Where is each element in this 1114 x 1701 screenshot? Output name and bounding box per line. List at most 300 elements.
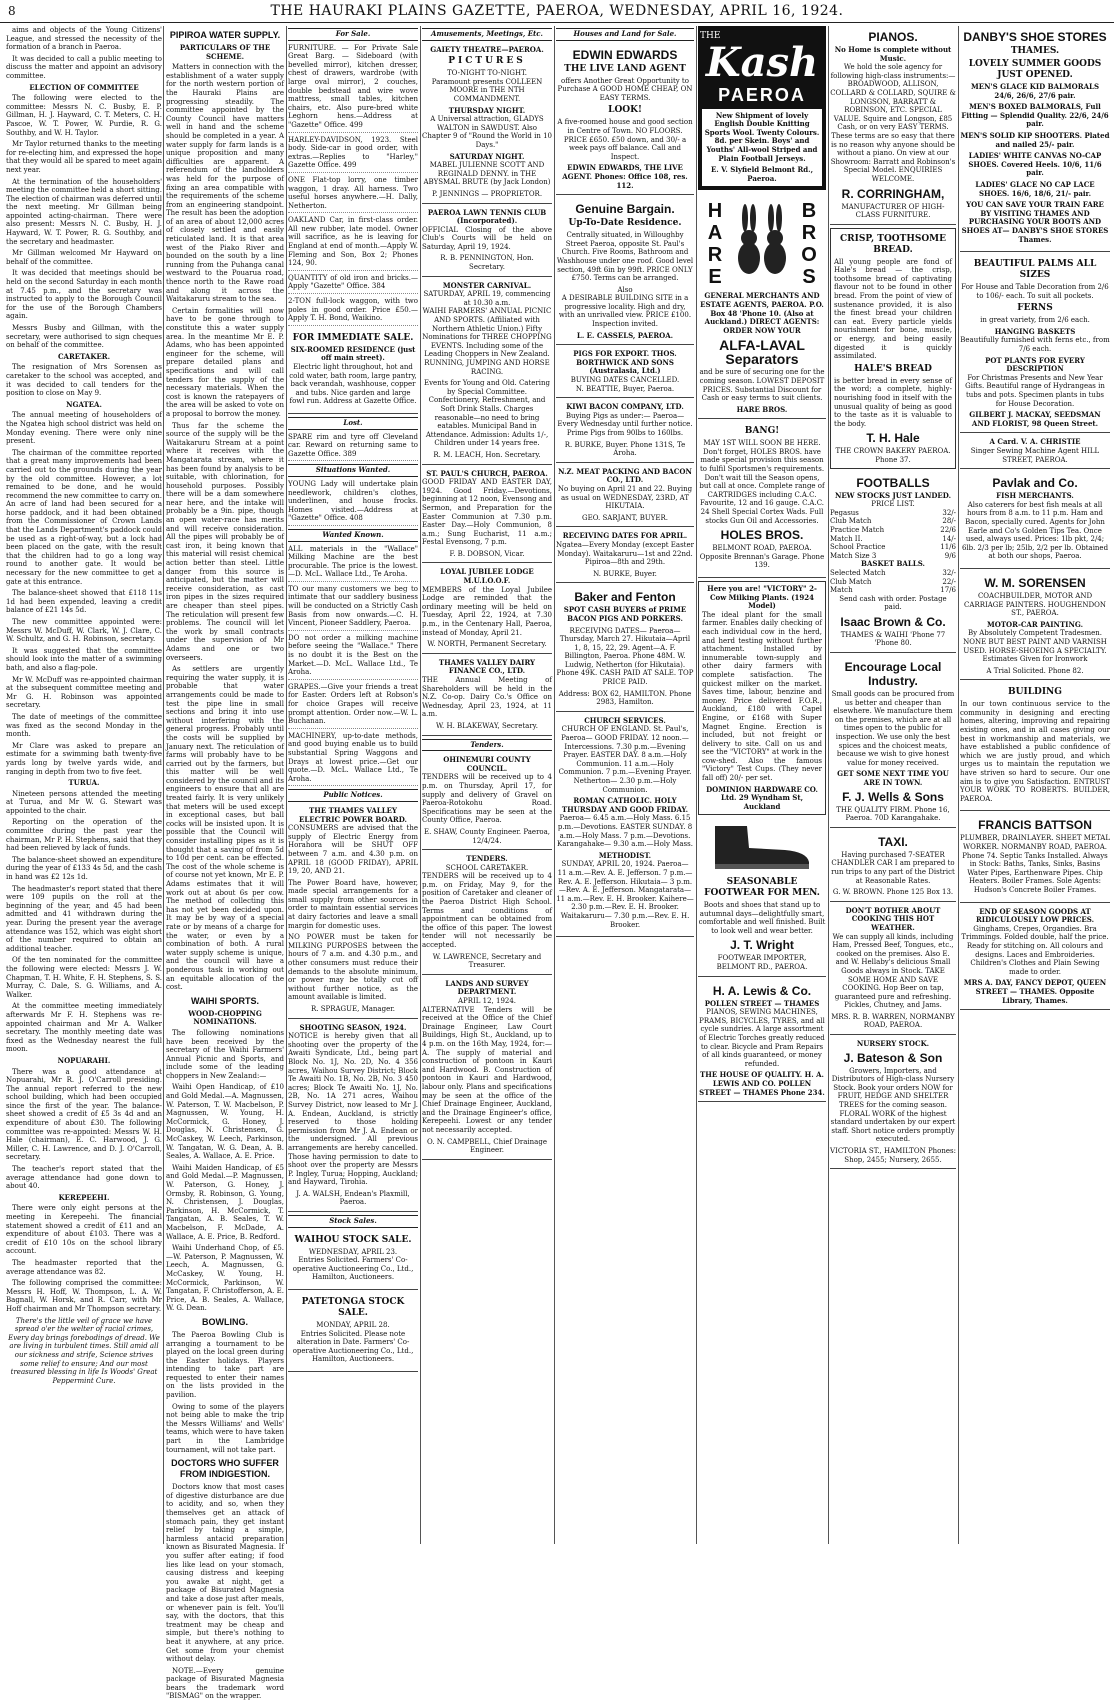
section-header: Wanted Known.: [288, 529, 418, 542]
ad-heading: ROMAN CATHOLIC. HOLY THURSDAY AND GOOD FRIDAY.: [561, 796, 689, 814]
ad-heading: Isaac Brown & Co.: [840, 614, 946, 629]
ad-subheading: SIX-ROOMED RESIDENCE (just off main street).: [290, 344, 416, 363]
ad-signature: THE HOUSE OF QUALITY. H. A. LEWIS AND CO. POLLEN STREET — THAMES Phone 234.: [699, 1070, 825, 1097]
ad-body: GENERAL MERCHANTS AND ESTATE AGENTS, PAEROA. P.O. Box 48 'Phone 10. (Also at Auckland.) DIRECT AGENTS: ORDER NOW YOUR: [700, 291, 824, 335]
ad-signature: E. SHAW, County Engineer. Paeroa, 12/4/24.: [423, 827, 551, 845]
ad-signature: W. NORTH, Permanent Secretary.: [427, 640, 547, 649]
lewis-co-ad: [698, 980, 826, 1103]
column-local-business: [830, 26, 956, 1544]
ad-line: THURSDAY NIGHT.: [448, 105, 526, 115]
immediate-sale-ad: [288, 329, 418, 414]
ad-heading: A Card. V. A. CHRISTIE: [989, 437, 1081, 447]
subheading: PARTICULARS OF THE SCHEME.: [179, 43, 271, 61]
ad-heading: PATETONGA STOCK SALE.: [301, 1297, 405, 1319]
ad-heading: PIGS FOR EXPORT. THOS. BORTHWICK AND SONS (Australasia, Ltd.): [573, 349, 677, 376]
notice-body: CONSUMERS are advised that the supply of Electric Energy from Horahora will be SHUT OFF between 7 a.m. and 4.30 p.m. on APRIL 18 (GOOD FRIDAY), APRIL 19, 20, AND 21.: [288, 824, 418, 876]
article-paragraph: The headmaster's report stated that there were 109 pupils on the roll at the beginning of the year, and 45 had been admitted and 41 withdrawn during the year. During the present year the average attendance was 152, which was eight short of the number required to obtain an additional teacher.: [6, 884, 162, 953]
tender-notice: [422, 978, 552, 1160]
ad-signature: VICTORIA ST., HAMILTON Phones: Shop, 2455; Nursery, 2655.: [830, 1147, 956, 1164]
local-industry-ad: [830, 656, 956, 828]
peppermint-verse: There's the little veil of grace we have spread o'er the welter of racial crimes, Every day brings forebodings of dread. We are living in turbulent times. Still amid all our sickness and strife, Science strives some relief to ensure; And our most treasured blessing in life Is Woods' Great Peppermint Cure.: [8, 1316, 160, 1385]
ad-body: No buying on April 21 and 22. Buying as usual on WEDNESDAY, 23RD, AT HIKUTAIA.: [557, 484, 693, 511]
section-header: Public Notices.: [288, 789, 418, 802]
ad-body: THAMES & WAIHI 'Phone 77 'Phone 80.: [840, 630, 946, 648]
price-item: Match Size 3: [830, 551, 877, 560]
shooting-notice: [288, 1022, 418, 1212]
holes-bros-ad: [698, 422, 826, 578]
ad-signature: F. B. DOBSON, Vicar.: [449, 549, 525, 558]
ad-body: All young people are fond of Hale's bread — the crisp, toothsome bread of captivating flavour not to be found in other bread. From the point of view of sustenance provided, it is also the finest bread your children can eat. Every particle yields nourishment for bone, muscle, or energy, and being easily digested it is quickly assimilated.: [834, 257, 952, 361]
ad-body: For House and Table Decoration from 2/6 to 106/- each. To suit all pockets.: [961, 283, 1109, 300]
column-amusements-tenders: [422, 26, 552, 1544]
ad-line: SATURDAY NIGHT.: [449, 151, 525, 161]
bros-word: BROS: [798, 200, 820, 289]
column-news: [166, 26, 284, 1701]
church-services: [556, 715, 694, 937]
ad-heading: EDWIN EDWARDS: [572, 47, 678, 62]
fancy-depot-ad: [960, 906, 1110, 1011]
notice-body: NO POWER must be taken for MILKING PURPOSES between the hours of 7 a.m. and 4.30 p.m., and other consumers must reduce their demands to the absolute minimum, or power may be totally cut off without further notice, as the amount available is limited.: [288, 933, 418, 1002]
ad-body: offers Another Great Opportunity to Purchase A GOOD HOME CHEAP, ON EASY TERMS.: [557, 76, 693, 102]
price-item: Club Match: [830, 517, 872, 526]
ad-signature: W. H. BLAKEWAY, Secretary.: [436, 721, 538, 730]
article-paragraph: Owing to some of the players not being able to make the trip the Messrs Williams' and Wells' teams, which were to have taken part in the Lambridge tournament, will not take part.: [166, 1402, 284, 1454]
football-price-list: [830, 509, 956, 561]
ad-heading: END OF SEASON GOODS AT RIDICULOUSLY LOW PRICES.: [975, 906, 1095, 925]
subheading: CARETAKER.: [57, 351, 111, 361]
price-value: 28/-: [942, 517, 956, 526]
ad-body: Having purchased 7-SEATER CHANDLER CAR I am prepared to run trips to any part of the District at Reasonable Rates.: [831, 850, 955, 885]
article-paragraph: Waihi Underhand Chop, of £5.—W. Paterson, P. Magnussen, W. Leech, A. Magnussen, G. McCaskey, W. Young, H. McCormick, Parkinson, W. Tangatan, F. Christofferson, A. E. Price, A. B. Seales, A. Wallace, W. G. Dean.: [166, 1244, 284, 1313]
article-paragraph: NOTE.—Every genuine package of Bisurated Magnesia bears the trademark word "BISMAG" on the wrapper.: [166, 1666, 284, 1701]
article-paragraph: The teacher's report stated that the average attendance had gone down to about 40.: [6, 1165, 162, 1191]
subheading: ELECTION OF COMMITTEE: [29, 82, 139, 92]
ad-body: PIANOS, SEWING MACHINES, PRAMS, BICYCLES, TYRES, and all cycle sundries. A large assortment of Electric Torches greatly reduced to clear. Bicycle and Pram Repairs of all kinds guaranteed, or money refunded.: [699, 1008, 825, 1068]
kash-ad: [698, 26, 826, 190]
ad-body: Buying Pigs as under:— Paeroa—Every Wednesday until further notice. Prime Pigs from 90lbs to 160lbs.: [557, 411, 693, 437]
ad-date: MONDAY, APRIL 28.: [316, 1321, 390, 1330]
ad-heading: HANGING BASKETS: [994, 326, 1076, 336]
article-paragraph: There were only eight persons at the meeting in Kerepeehi. The financial statement showed a credit of £11 and an expenditure of about £103. There was a credit of £10 10s on the school library account.: [6, 1204, 162, 1256]
column-rule: [828, 26, 829, 1544]
price-value: 14/-: [942, 534, 956, 543]
lodge-notice: [422, 566, 552, 653]
notice-signature: R. SPRAGUE, Manager.: [310, 1005, 396, 1013]
article-paragraph: Doctors know that most cases of digestive disturbance are due to acidity, and so, when they themselves get an attack of stomach pain, they get instant relief by taking a simple, harmless antacid preparation known as Bisurated Magnesia. If you suffer after eating; if food lies like lead on your stomach, causing distress and keeping you awake at night, get a package of Bisurated Magnesia and take a dose just after meals, or whenever pain is felt. You'll say, with the doctors, that this treatment may be cheap and simple, but there's nothing to beat it anywhere, at any price. Get some from your chemist without delay.: [166, 1483, 284, 1664]
classified-ad: MACHINERY, up-to-date methods, and good buying enable us to build substantial Spring Waggons and Drays at lowest price.—Get our quote.—D. McL. Wallace Ltd., Te Aroha.: [288, 732, 418, 787]
ad-date: WEDNESDAY, APRIL 23.: [308, 1247, 398, 1256]
article-paragraph: Reporting on the operation of the committee during the past year the chairman, Mr P. H. Stephens, said that they had been relieved by lack of funds.: [6, 818, 162, 853]
price-value: 11/6: [940, 543, 956, 552]
ad-body: Centrally situated, in Willoughby Street Paeroa, opposite St. Paul's Church. Five Rooms, Bathroom and Washhouse under one roof. Good level section, 49ft 6in by 99ft. PRICE ONLY £750. Terms can be arranged.: [556, 231, 694, 283]
tender-notice: [422, 754, 552, 850]
victory-milking-ad: [698, 581, 826, 815]
article-paragraph: The resignation of Mrs Sorensen as caretaker to the school was accepted, and it was decided to call tenders for the position to close on May 9.: [6, 363, 162, 398]
ad-body: MANUFACTURER OF HIGH-CLASS FURNITURE.: [841, 202, 945, 220]
kash-body-box: [702, 109, 822, 187]
ad-heading: DON'T BOTHER ABOUT COOKING THIS HOT WEATHER.: [845, 905, 941, 932]
pavlak-ad: [960, 472, 1110, 569]
article-paragraph: Mr W. McDuff was re-appointed chairman at the subsequent committee meeting and Mr G. H. Robinson was appointed secretary.: [6, 675, 162, 710]
kash-logo: Kash: [705, 38, 819, 86]
ad-signature: Address: BOX 62, HAMILTON. Phone 2983, Hamilton.: [558, 689, 692, 707]
article-paragraph: Messrs Busby and Gillman, with the secretary, were authorised to sign cheques on behalf of the committee.: [6, 324, 162, 350]
article-paragraph: Mr Taylor returned thanks to the meeting for re-electing him, and expressed the hope that they would all be spared to meet again next year.: [6, 140, 162, 174]
ad-body: is better bread in every sense of the word; a complete, highly-nourishing food in itself with the unusual quality of being as good to the taste as it is valuable to the body.: [834, 376, 952, 428]
article-paragraph: The chairman of the committee reported that a great many improvements had been carried out to the grounds during the year by the old committee. However, a lot remained to be done, and he would recommend the new committee to carry on. An acre of land had been secured for a horse paddock, and it had been obtained from the Commissioner of Crown Lands that the Lands Department's paddock could be used as a right-of-way, but a lock had been placed on the gate, with the result that the children had to go a long way round to another gate. It would be necessary for the new committee to get a gate at this entrance.: [6, 448, 162, 586]
ad-item: LADIES' GLACE NO CAP LACE SHOES. 16/6, 18/6, 21/- pair.: [975, 179, 1095, 198]
ad-heading: FOR IMMEDIATE SALE.: [292, 332, 414, 343]
article-paragraph: It was decided that meetings should be held on the second Saturday in each month at 7.45 p.m., and the secretary was instructed to apply to the Borough Council for the use of the Borough Chambers again.: [6, 269, 162, 321]
subheading: KEREPEEHI.: [58, 1192, 110, 1202]
ad-signature: N. BURKE, Buyer.: [593, 569, 657, 578]
column-rule: [696, 26, 697, 1544]
article-paragraph: Nineteen persons attended the meeting at Turua, and Mr W. G. Stewart was appointed to the chair.: [6, 789, 162, 815]
ad-body: COACHBUILDER, MOTOR AND CARRIAGE PAINTERS. HOUGHENDON ST., PAEROA.: [964, 591, 1106, 618]
ad-signature: R. BURKE, Buyer. Phone 131S, Te Aroha.: [564, 440, 686, 458]
article-paragraph: The new committee appointed were: Messrs W. McDuff, W. Clark, W. J. Clare, C. W. Schultz, and G. H. Robinson, secretary.: [6, 618, 162, 644]
ad-body: Ginghams, Crepes, Organdies. Bra Trimmings. Folded double, half the price. Ready for stitching on. All colours and designs. Laces and Embroideries. Children's Clothes and Plain Sewing made to order.: [961, 924, 1109, 976]
price-value: 9/6: [944, 551, 956, 560]
article-paragraph: aims and objects of the Young Citizens' League, and stressed the necessity of the formation of a branch in Paeroa.: [6, 26, 162, 52]
ad-heading: HOLES BROS.: [720, 528, 804, 543]
newspaper-title: THE HAURAKI PLAINS GAZETTE, PAEROA, WEDNESDAY, APRIL 16, 1924.: [270, 3, 844, 19]
ad-item: MEN'S BOXED BALMORALS, Full Fitting — Splendid Quality. 22/6, 24/6 pair.: [961, 102, 1109, 129]
classified-ad: DO not order a milking machine before seeing the "Wallace." There is no doubt it is the Best on the Market.—D. McL. Wallace Ltd., Te Aroha.: [288, 634, 418, 680]
ad-heading: MOTOR-CAR PAINTING.: [986, 619, 1084, 629]
column-rule: [958, 26, 959, 1544]
notice-signature: J. A. WALSH, Endean's Plaxmill, Paeroa.: [296, 1189, 410, 1207]
ad-signature: MRS. R. B. WARREN, NORMANBY ROAD, PAEROA.: [831, 1012, 955, 1030]
ad-line: Also: [617, 285, 633, 294]
ad-heading: H. A. Lewis & Co.: [712, 983, 812, 998]
notice-heading: THE THAMES VALLEY ELECTRIC POWER BOARD.: [299, 805, 407, 824]
ad-subheading: FISH MERCHANTS.: [996, 491, 1074, 501]
article-paragraph: Waihi Open Handicap, of £10 and Gold Medal.—A. Magnussen, W. Paterson, T. W. Macbelson, P. Magnussen, W. Young, H. McCormick, G. Honey, J. Douglas, N. Christensen, G. McCaskey, W. Leech, Parkinson, W. Tangatan, W. G. Dean, A. B. Seales, A. Wallace, A. E. Price.: [166, 1083, 284, 1161]
article-paragraph: The headmaster reported that the average attendance was 82.: [6, 1258, 162, 1276]
price-row: [830, 578, 956, 587]
section-header: Amusements, Meetings, Etc.: [422, 28, 552, 41]
ad-heading: TAXI.: [878, 834, 908, 849]
article-paragraph: There was a good attendance at Nopuarahi, Mr R. J. O'Carroll presiding. The annual report referred to the new school building, which had been occupied since the first of the year. The balance-sheet showed a credit of £5 3s 4d and an expenditure of about £30. The following committee was re-appointed: Messrs W. H. Hale (chairman), E. C. Harwood, J. G. Miller, C. H. Lawrence, and D. J. O'Carroll, secretary.: [6, 1067, 162, 1162]
ad-subheading: No Home is complete without Music.: [834, 45, 952, 63]
section-header: Houses and Land for Sale.: [556, 28, 694, 41]
price-value: 22/-: [942, 577, 956, 586]
ad-signature: A Trial Solicited. Phone 82.: [986, 666, 1084, 675]
ad-body: Small goods can be procured from us better and cheaper than elsewhere. We manufacture them on the premises, which are at all times open to the public for inspection. We use only the best spices and the choicest meats, because we wish to give honest value for money received.: [831, 690, 955, 767]
ad-heading: BEAUTIFUL PALMS ALL SIZES: [973, 259, 1097, 281]
ad-body: We hold the sole agency for following high-class instruments:—BROADWOOD, ALLISON, COLLARD & COLLARD, SQUIRE & LONGSON, BARRATT & ROBINSON, ETC. SPECIAL VALUE. Squire and Longson, £85 Cash, or on very EASY TERMS. These terms are so easy that there is no reason why anyone should be without a piano. On view at our Showroom: Barratt and Robinson's Special Model. ENQUIRIES WELCOME.: [830, 63, 956, 183]
ad-heading: CHURCH SERVICES.: [584, 715, 666, 725]
ad-heading: J. T. Wright: [730, 938, 794, 953]
article-paragraph: The following comprised the committee: Messrs H. Hoff, W. Thompson, L. A. W. Bagnall, W. Horsk, and R. Carr, with Mr Hoff chairman and Mr Thompson secretary.: [6, 1279, 162, 1313]
article-paragraph: The balance-sheet showed an expenditure during the year of £133 4s 5d, and the cash in hand was £2 12s 1d.: [6, 855, 162, 882]
ad-heading: KIWI BACON COMPANY, LTD.: [566, 402, 684, 412]
section-header: Tenders.: [422, 739, 552, 752]
article-paragraph: The date of meetings of the committee was fixed as the second Monday in the month.: [6, 712, 162, 739]
headline: WAIHI SPORTS.: [190, 995, 259, 1006]
article-paragraph: Thus far the scheme the source of the supply will be the Waitakaruru Stream at a point where it receives with the Mangatarata stream, where it has been found by analysis to be suitable, with chlorination, for household purposes. Possibly there will be a dam somewhere near here, and the intake will probably be a 9in. pipe, though an open water-race has merits and will receive consideration. All the pipes will probably be of cast iron, it being known that this material will resist chemical action better than steel. Little danger from this source is anticipated, but the matter will receive consideration, as cast iron pipes in the sizes required are cheaper than steel pipes. The reticulation will present few problems. The council will let the work by small contracts under the supervision of Mr Adams and one or two overseers.: [166, 421, 284, 662]
ad-heading: W. M. SORENSEN: [984, 575, 1086, 590]
ad-heading: RECEIVING DATES FOR APRIL.: [562, 531, 688, 541]
ad-heading: MONSTER CARNIVAL.: [442, 280, 532, 290]
column-rule: [163, 26, 164, 1544]
ad-heading: POT PLANTS FOR EVERY DESCRIPTION: [985, 355, 1085, 374]
hare-bros-ad: [698, 194, 826, 419]
ad-body: THE CROWN BAKERY PAEROA. Phone 37.: [835, 447, 951, 464]
column-rule: [420, 26, 421, 1544]
ad-heading: LOYAL JUBILEE LODGE M.U.I.O.O.F.: [440, 567, 534, 586]
building-ad: [960, 683, 1110, 811]
ad-signature: DOMINION HARDWARE CO. Ltd. 29 Wyndham St, Auckland: [706, 784, 818, 811]
ad-heading: F. J. Wells & Sons: [842, 789, 944, 804]
ad-heading: Baker and Fenton: [574, 590, 676, 605]
ad-body: Paramount presents COLLEEN MOORE in THE NTH COMMANDMENT.: [431, 77, 543, 103]
hare-bros-banner: [698, 196, 826, 292]
ad-signature: GEO. SARJANT, BUYER.: [582, 513, 668, 522]
page-number: 8: [8, 4, 16, 18]
price-item: Match II.: [830, 534, 863, 543]
ad-body: Entries Solicited. Farmers' Co-operative Auctioneering Co., Ltd., Hamilton, Auctioneers.: [292, 1256, 414, 1282]
baker-fenton-ad: [556, 586, 694, 712]
ad-heading: N.Z. MEAT PACKING AND BACON CO., LTD.: [558, 466, 692, 485]
classified-ad: GRAPES.—Give your friends a treat for Easter. Orders left at Robson's for choice Grapes will receive prompt attention. Order now.—W. L. Buchanan.: [288, 683, 418, 729]
ad-heading: ST. PAUL'S CHURCH, PAEROA.: [426, 468, 548, 478]
price-row: [830, 517, 956, 526]
tennis-club-ad: [422, 207, 552, 277]
ad-heading: Here you are! "VICTORY" 2-Cow Milking Plants. (1924 Model): [707, 584, 817, 611]
hales-bread-ad: [830, 228, 956, 469]
price-item: Pegasus: [830, 508, 859, 517]
ad-body: FOOTWEAR IMPORTER, BELMONT RD., PAEROA.: [716, 954, 808, 971]
ad-body: Growers, Importers, and Distributors of High-class Nursery Stock. Book your orders NOW for FRUIT, HEDGE AND SHELTER TREES for the coming season. FLORAL WORK of the highest standard undertaken by our expert staff. Short notice orders promptly executed.: [830, 1066, 956, 1144]
ad-heading: PAEROA LAWN TENNIS CLUB (Incorporated).: [427, 207, 547, 226]
battson-ad: [960, 814, 1110, 902]
ad-body: A Universal attraction, GLADYS WALTON in SAWDUST. Also Chapter 9 of "Round the World in 10 Days.": [422, 115, 552, 149]
notice-body: NOTICE is hereby given that all shooting over the property of the Awaiti Syndicate, Ltd., being part Block No. 1J, No. 2D, No. 4 356 acres, Waihou Survey District; Block Te Awaiti No. 1B, No. 2B, No. 3 450 acres; Block Te Awaiti No. 1J, No. 2B, No. 1A 271 acres, Waihou Survey District, now leased to Mr J. A. Endean, Auckland, is strictly reserved to those holding permission from Mr J. A. Endean or the undersigned. All previous arrangements are hereby cancelled. Those having permission to date to shoot over the property are Messrs P. Ingley, Turua; Hopping, Auckland; and Hayward, Tirohia.: [288, 1032, 418, 1187]
ad-body: CHURCH OF ENGLAND. St. Paul's, Paeroa— GOOD FRIDAY. 12 noon.—Intercessions. 7.30 p.m.—Evening Prayer. EASTER DAY. 8 a.m.—Holy Communion. 11 a.m.—Holy Communion. 7 p.m.—Evening Prayer. Netherton— 2.30 p.m.—Holy Communion.: [558, 725, 692, 794]
ad-body: The ideal plant for the small farmer. Enables daily checking of each individual cow in the herd, and herd testing without further attachment. Installed by innumerable town-supply and other dairy farmers with complete satisfaction. The quickest milker on the market. Saves time, labour, benzine and money. Price delivered F.O.R., Auckland, £180 with Capel Engine, or £168 with Super Magnet Engine. Erection is included, but not freight or delivery to site. Call on us and see the "VICTORY" at work in the cow-shed. Also the famous "Victory" Test Cups. (They never fall off) 20/- per set.: [702, 610, 822, 783]
ad-body: Singer Sewing Machine Agent HILL STREET, PAEROA.: [970, 447, 1100, 464]
ad-heading: CRISP, TOOTHSOME BREAD.: [840, 233, 946, 255]
price-list-label: PRICE LIST.: [871, 500, 915, 509]
ad-body: TENDERS will be received up to 4 p.m. on Friday, May 9, for the position of Caretaker and cleaner of the Paeroa District High School. Terms and conditions of appointment can be obtained from the office of this paper. The lowest tender will not necessarily be accepted.: [422, 872, 552, 950]
ad-heading: FERNS: [1017, 303, 1053, 314]
ad-body: A DESIRABLE BUILDING SITE in a progressive locality. High and dry, with an unrivalled view. PRICE £100. Inspection invited.: [558, 294, 692, 329]
ad-subheading: THAMES.: [1010, 46, 1060, 56]
footballs-ad: [830, 472, 956, 654]
ad-heading: T. H. Hale: [866, 431, 920, 446]
alfa-laval-heading: ALFA-LAVAL Separators: [719, 337, 805, 368]
ad-signature: R. M. LEACH, Hon. Secretary.: [433, 450, 541, 459]
ad-signature: G. W. BROWN. Phone 125 Box 13.: [832, 888, 954, 897]
ad-line: TO-NIGHT TO-NIGHT.: [447, 69, 527, 78]
ad-body: Entries Solicited. Please note alteration in Date. Farmers' Co-operative Auctioneering Co., Ltd., Hamilton, Auctioneers.: [292, 1329, 414, 1364]
subheading: TURUA.: [68, 778, 100, 788]
receiving-dates-ad: [556, 530, 694, 583]
ad-date: SATURDAY, APRIL 19, commencing at 10.30 a.m.: [423, 290, 551, 307]
article-paragraph: At the committee meeting immediately afterwards Mr F. H. Stephens was re-appointed chairman and Mr A. Walker secretary. The monthly meeting date was fixed as the Wednesday nearest the full moon.: [6, 1002, 162, 1054]
pianos-ad: [830, 26, 956, 225]
price-row: [830, 526, 956, 535]
stock-sale-ad: [288, 1293, 418, 1372]
ad-body: Electric light throughout, hot and cold water, bath room, large pantry, back verandah, washhouse, copper and tubs. Nice garden and large fowl run. Address at Gazette Office.: [289, 363, 417, 406]
ad-heading: DANBY'S SHOE STORES: [963, 30, 1107, 44]
price-item: Match: [830, 586, 853, 595]
ad-subheading: BASKET BALLS.: [861, 559, 925, 569]
ad-heading: PIANOS.: [868, 30, 918, 44]
ad-heading: TENDERS.: [466, 854, 508, 864]
ad-subheading: SCHOOL CARETAKER.: [445, 863, 529, 872]
ad-heading: WAIHOU STOCK SALE.: [294, 1234, 412, 1245]
section-header: For Sale.: [288, 28, 418, 41]
column-rule: [554, 26, 555, 1544]
ad-body: BUYING DATES CANCELLED.: [570, 376, 680, 385]
ad-heading: Pavlak and Co.: [992, 476, 1078, 491]
ad-heading: R. CORRINGHAM,: [841, 186, 945, 201]
classified-ad: HARLEY-DAVIDSON, 1923. Steel body. Side-car in good order, with extras.—Replies to "Harley," Gazette Office. 499: [288, 136, 418, 173]
ad-item: MEN'S GLACE KID BALMORALS 24/6, 26/6, 27/6 pair.: [971, 82, 1099, 100]
bargain-ad: [556, 198, 694, 345]
ad-body: THE QUALITY FIRM. Phone 16, Paeroa. 70D Karangahake.: [836, 805, 950, 823]
column-houses-land: [556, 26, 694, 1544]
ad-body: A five-roomed house and good section in Centre of Town. NO FLOORS. PRICE £650. £50 down, and 30/- a week pays off balance. Call and Inspect.: [557, 118, 693, 161]
nursery-ad: [830, 1038, 956, 1169]
section-header: Situations Wanted.: [288, 464, 418, 477]
ad-body: RECEIVING DATES— Paeroa—Thursday, March 27. Hikutaia—April 1, 8, 15, 22, 29. Agent—A. F. Billington, Paeroa. Phone 48M. W. Ludwig, Netherton (for Hikutaia). Phone 49K. CASH PAID AT SALE. TOP PRICE PAID.: [556, 626, 694, 687]
ad-body: New Shipment of lovely English Double Knitting Sports Wool. Twenty Colours. 8d. per Skein. Boys' and Youths' All-wool Striped and Plain Football Jerseys.: [704, 110, 820, 163]
ad-signature: O. N. CAMPBELL, Chief Drainage Engineer.: [427, 1137, 547, 1155]
singer-agent-ad: [960, 436, 1110, 469]
ad-subheading: THE LIVE LAND AGENT: [564, 63, 686, 74]
subheading: NOPUARAHI.: [57, 1055, 111, 1065]
notice-heading: SHOOTING SEASON, 1924.: [299, 1022, 407, 1032]
ad-body: In our town continuous service to the community in designing and erecting homes, altering, improving and repairing existing ones, and in all cases giving our best in workmanship and materials, we have established a public confidence of which we are justly proud, and which urges us to maintain the reputation we have striven so hard to secure. Our one aim is to give you Satisfaction. ENTRUST YOUR WORK TO ROBERTS. BUILDER, PAEROA.: [960, 700, 1110, 803]
tender-notice: [422, 853, 552, 975]
ad-heading: Genuine Bargain.: [575, 202, 675, 217]
price-value: 22/6: [940, 525, 956, 534]
price-item: Practice Match: [830, 525, 885, 534]
ad-signature: MRS A. DAY, FANCY DEPOT, QUEEN STREET — THAMES. Opposite Library, Thames.: [963, 978, 1107, 1005]
carnival-ad: [422, 280, 552, 465]
taxi-ad: [830, 831, 956, 902]
classified-ad: OAKLAND Car, in first-class order. All new rubber, late model. Owner will sacrifice, as he is leaving for England at end of month.—Apply W. Fleming and Son, Box 2; Phones 124, 90.: [288, 216, 418, 271]
ad-body: Paeroa— 6.45 a.m.—Holy Mass. 6.15 p.m.—Devotions. EASTER SUNDAY. 8 a.m.—Holy Mass. 7 p.m.—Devotions. Karangahake— 9.30 a.m.—Holy Mass.: [557, 814, 693, 849]
ad-body: and be sure of securing one for the coming season. LOWEST DEPOSIT PRICES. Substantial Discount for Cash or easy terms to suit clients.: [699, 368, 825, 403]
ad-line: LOOK!: [608, 105, 642, 116]
price-row: [830, 509, 956, 518]
ad-line: LOVELY SUMMER GOODS JUST OPENED.: [968, 59, 1102, 80]
ad-heading: NURSERY STOCK.: [856, 1039, 930, 1049]
ad-body: Also caterers for best fish meals at all hours from 8 a.m. to 11 p.m. Ham and Bacon, specially cured. Agents for John Earle and Co's Golden Tips Tea. Once used, always used. Prices: 1lb pkt, 2/4; 6lb. 2/3 per lb; 25lb, 2/2 per lb. Obtained at both our shops, Paeroa.: [961, 500, 1109, 561]
column-shops: [960, 26, 1110, 1544]
rabbits-icon: [731, 202, 793, 286]
article-paragraph: The following were elected to the committee: Messrs N. C. Busby, E. P. Gillman, H. J. Hayward, C. T. Meters, C. H. Pascoe, W. T. Power, W. Purdie, R. G. Southby, and W. H. Taylor.: [6, 94, 162, 137]
ad-body: in great variety, from 2/6 each.: [980, 316, 1090, 325]
article-paragraph: The annual meeting of householders of the Ngatea high school district was held on Monday evening. There were only nine present.: [6, 411, 162, 446]
article-paragraph: As settlers are urgently requiring the water supply, it is probable that water arrangements could be made to test the pipe line in small sections and bring it into use without interfering with the general progress. Probably until the costs will be supplied by January next. The reticulation of farms will probably have to be carried out by the farmers, but this matter will be well considered by the council and its engineers to ensure that all are treated fairly. It is very unlikely that meters will be used except in exceptional cases, but ball cocks will be insisted upon. It is possible that the Council will consider installing pipes as it is thought that a saving of from 5d to 10d per cent. can be effected. The cost of the whole scheme is of course not yet known, Mr E. P. Adams estimates that it will work out at about 6s per cow. The method of collecting this has not yet been decided upon. It may be by way of a special rate or by means of a charge for the water, or even by a combination of both. A rural water supply scheme is unique, and the council will have a ponderous task in working out an equitable allocation of the cost.: [166, 665, 284, 992]
ad-heading: HALE'S BREAD: [854, 363, 932, 374]
ad-heading: OHINEMURI COUNTY COUNCIL.: [443, 755, 531, 773]
article-paragraph: The Paeroa Bowling Club is arranging a tournament to be played on the local green during the Easter holidays. Players intending to take part are requested to enter their names on the lists provided in the pavilion.: [166, 1330, 284, 1400]
ad-body: BELMONT ROAD, PAEROA. Opposite Brennan's Garage. Phone 139.: [699, 544, 825, 570]
edwin-edwards-ad: [556, 44, 694, 196]
ad-body: MAY 1ST WILL SOON BE HERE. Don't forget, HOLES BROS. have made special provision this season to fulfil Sportsmen's requirements. Don't wait till the Season opens, but call at once. Complete range of CARTRIDGES including C.A.C. Favourite, 12 and 16 gauge. C.A.C. 24 Shell Special Cortex Wads. Full stocks Gun Oil and Accessories.: [699, 439, 825, 525]
price-value: 17/6: [940, 586, 956, 595]
ad-item: LADIES' WHITE CANVAS NO-CAP SHOES. Covered Heels. 10/6, 11/6 pair.: [968, 151, 1102, 178]
ad-body: Boots and shoes that stand up to autumnal days—delightfully smart, comfortable and well finished. Built to look well and wear better.: [698, 901, 826, 935]
column-rule: [286, 26, 287, 1544]
ad-subheading: Up-To-Date Residence.: [568, 218, 682, 229]
notice-body: The Power Board have, however, made special arrangements for a small supply from other sources in order to maintain essential services at dairy factories and leave a small margin for domestic uses.: [288, 878, 418, 930]
classified-ad: ONE Flat-top lorry, one timber waggon, 1 dray. All harness. Two useful horses anywhere.—H. Dally, Netherton.: [288, 176, 418, 213]
ad-heading: PICTURES: [448, 56, 526, 67]
kash-the: THE: [700, 31, 721, 41]
classified-ad: SPARE rim and tyre off Cleveland car. Reward on returning same to Gazette Office. 389: [288, 433, 418, 462]
florist-ad: [960, 255, 1110, 433]
ad-body: OFFICIAL Closing of the above Club's Courts will be held on Saturday, April 19, 1924.: [422, 225, 552, 251]
price-row: [830, 543, 956, 552]
cooked-meats-ad: [830, 905, 956, 1035]
column-school-committees: [6, 26, 162, 1544]
ad-body: For Christmas Presents and New Year Gifts. Beautiful range of Hydrangeas in tubs and pots. Specimen plants in tubs for House Decoration.: [965, 373, 1105, 408]
pig-export-ad: [556, 348, 694, 398]
price-item: Club Match: [830, 577, 872, 586]
ad-heading: GAIETY THEATRE—PAEROA.: [430, 44, 544, 54]
ad-body: MEMBERS of the Loyal Jubilee Lodge are reminded that the ordinary meeting will be held on Tuesday, April 22, 1924, at 7.30 p.m., in the Centenary Hall, Paeroa, instead of Monday, April 21.: [422, 585, 552, 637]
dairy-finance-notice: [422, 657, 552, 736]
ad-heading: Encourage Local Industry.: [844, 660, 942, 689]
ad-body: SUNDAY, APRIL 20, 1924. Paeroa— 11 a.m.—Rev. A. E. Jefferson. 7 p.m.—Rev. A. E. Jefferson. Hikutaia— 3 p.m.—Rev. A. E. Jefferson. Mangatarata— 11 a.m.—Rev. E. H. Brooker. Kaihere— 2.30 p.m.—Rev. E. H. Brooker. Waitakaruru— 7.30 p.m.—Rev. E. H. Brooker.: [556, 860, 694, 929]
section-header: Lost.: [288, 417, 418, 430]
ad-item: MEN'S SOLID KIP SHOOTERS. Plated and nailed 25/- pair.: [960, 130, 1110, 149]
kiwi-bacon-ad: [556, 401, 694, 463]
ad-body: Beautifully furnished with ferns etc., from 7/6 each.: [960, 336, 1110, 354]
headline: DOCTORS WHO SUFFER FROM INDIGESTION.: [171, 1458, 279, 1480]
hare-word: HARE: [704, 200, 726, 289]
price-item: Selected Match: [830, 568, 886, 577]
ad-item: YOU CAN SAVE YOUR TRAIN FARE BY VISITING THAMES AND PURCHASING YOUR BOOTS AND SHOES AT— DANBY'S SHOE STORES Thames.: [961, 200, 1109, 244]
ad-body: ALTERNATIVE Tenders will be received at the Office of the Chief Drainage Engineer, Law Court Buildings, High St., Auckland, up to 4 p.m. on the 16th May, 1924, for:— A. The supply of material and construction of pontoon in Kauri and Hardwood. B. Construction of pontoon in Kauri and Hardwood, labour only. Plans and specifications may be seen at the office of the Chief Drainage Engineer, Auckland, and the Drainage Engineer's office, Kerepeehi. Lowest or any tender not necessarily accepted.: [422, 1005, 552, 1134]
ad-signature: GILBERT J. MACKAY, SEEDSMAN AND FLORIST, 98 Queen Street.: [969, 410, 1101, 428]
ad-body: GOOD FRIDAY AND EASTER DAY, 1924. Good Friday.—Devotions, beginning at 12 noon, Evensong and Sermon, and Preparation for the Easter Communion at 7.30 p.m. Easter Day.—Holy Communion, 8 a.m.; Sung Eucharist, 11 a.m.; Festal Evensong, 7 p.m.: [422, 478, 552, 547]
article-paragraph: Matters in connection with the establishment of a water supply for the north western portion of the Hauraki Plains are progressing steadily. The committee appointed by the County Council have matters well in hand and the scheme should be completed in a year. A water supply for farm lands is a unique proposition and many difficulties are apparent. A referendum of the landholders was held for the purpose of fixing an area compatible with the requirements of the scheme from an engineering standpoint. The result has been the adoption of an area of about 12,000 acres of closely settled and easily reticulated land. It is that area west of the Piako River and bounded on the south by a line running from the Puhanga canal westward to the Pouarua road, thence north to the Rawe road and along it across the Waitakaruru stream to the sea.: [166, 63, 284, 304]
ad-body: Send cash with order. Postage paid.: [839, 594, 947, 612]
article-paragraph: Mr Clare was asked to prepare an estimate for a swimming bath twenty-five yards long by twelve yards wide, and ranging in depth from two to five feet.: [6, 741, 162, 776]
ad-body: MABEL JULIENNE SCOTT AND REGINALD DENNY. in THE ABYSMAL BRUTE (by Jack London): [423, 161, 551, 187]
ad-body: Ngatea—Every Monday (except Easter Monday). Waitakaruru—1st and 22nd. Pipiroa—8th and 29th.: [556, 540, 694, 567]
danbys-ad: [960, 26, 1110, 252]
classified-ad: 2-TON full-lock waggon, with two poles in good order. Price £50.—Apply T. H. Bond, Waikino.: [288, 297, 418, 326]
price-row: [830, 586, 956, 595]
article-paragraph: Mr Gillman welcomed Mr Hayward on behalf of the committee.: [6, 249, 162, 266]
ad-signature: HARE BROS.: [736, 404, 788, 414]
column-display-ads: [698, 26, 826, 1544]
ad-subheading: POLLEN STREET — THAMES: [704, 998, 820, 1008]
ad-signature: R. B. PENNINGTON, Hon. Secretary.: [440, 254, 534, 272]
section-header: Stock Sales.: [288, 1215, 418, 1228]
article-paragraph: The balance-sheet showed that £118 11s 1d had been expended, leaving a credit balance of £21 14s 5d.: [6, 589, 162, 615]
classified-ad: TO our many customers we beg to intimate that our saddlery business will be conducted on a Strictly Cash Basis from now onwards.—C. H. Vincent, Pioneer Saddlery, Paeroa.: [288, 585, 418, 631]
subheading: NGATEA.: [66, 399, 102, 409]
ad-heading: FRANCIS BATTSON: [978, 818, 1092, 833]
meat-packing-ad: [556, 466, 694, 528]
ad-heading: THAMES VALLEY DAIRY FINANCE CO., LTD.: [438, 657, 536, 676]
ad-heading: BANG!: [744, 426, 780, 437]
ad-subheading: SPOT CASH BUYERS of PRIME BACON PIGS AND PORKERS.: [563, 605, 687, 623]
ad-signature: W. LAWRENCE, Secretary and Treasurer.: [432, 952, 542, 970]
subheading: WOOD-CHOPPING NOMINATIONS.: [188, 1008, 262, 1027]
